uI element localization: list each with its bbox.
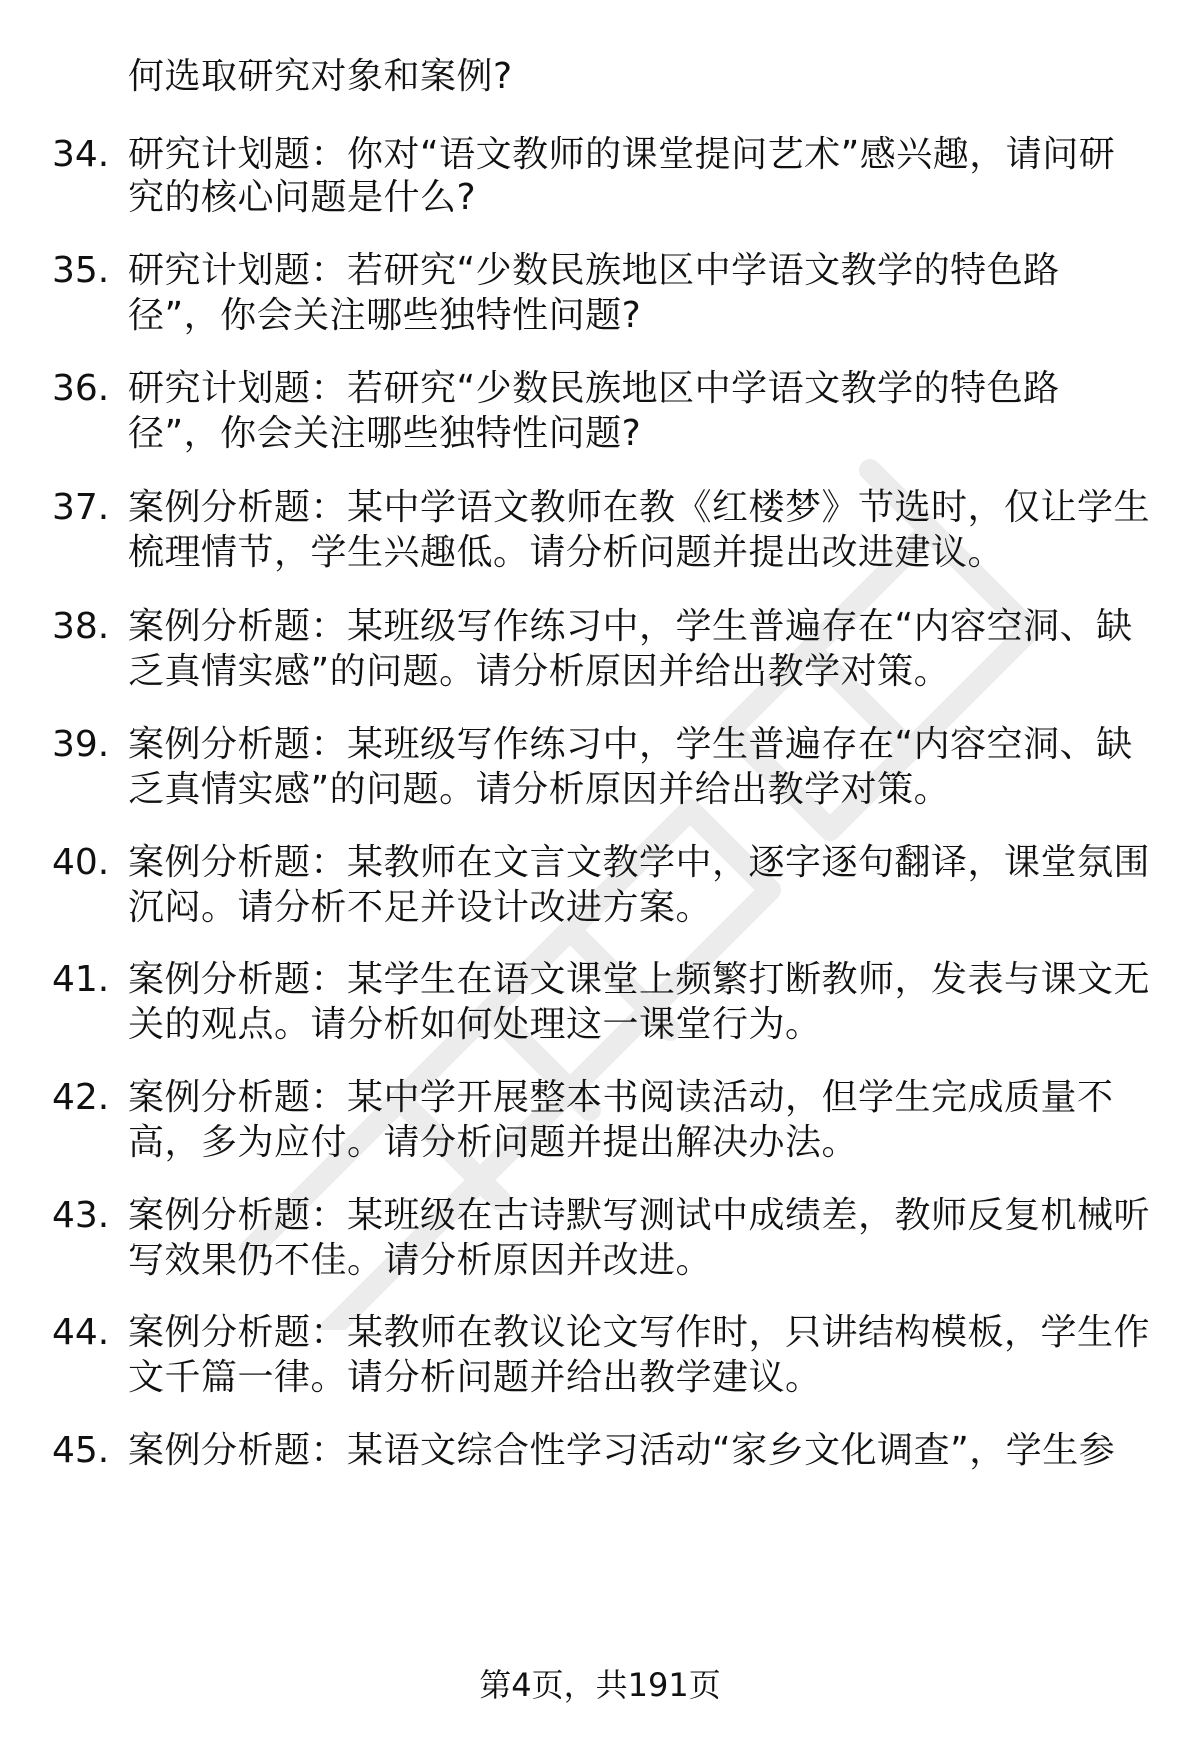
question-text-line: 径”，你会关注哪些独特性问题? bbox=[128, 295, 642, 336]
question-number: 34. bbox=[52, 134, 110, 175]
question-number: 39. bbox=[52, 724, 110, 765]
question-text-line: 关的观点。请分析如何处理这一课堂行为。 bbox=[128, 1004, 822, 1045]
question-text-line: 究的核心问题是什么? bbox=[128, 177, 477, 218]
question-number: 35. bbox=[52, 250, 110, 291]
question-number: 38. bbox=[52, 606, 110, 647]
page-footer: 第4页，共191页 bbox=[479, 1666, 721, 1704]
question-text-line: 乏真情实感”的问题。请分析原因并给出教学对策。 bbox=[128, 769, 951, 810]
question-text-line: 高，多为应付。请分析问题并提出解决办法。 bbox=[128, 1122, 859, 1163]
question-text-line: 研究计划题：若研究“少数民族地区中学语文教学的特色路 bbox=[128, 368, 1060, 409]
question-text-line: 案例分析题：某学生在语文课堂上频繁打断教师，发表与课文无 bbox=[128, 959, 1151, 1000]
question-text-line: 案例分析题：某班级在古诗默写测试中成绩差，教师反复机械听 bbox=[128, 1195, 1151, 1236]
question-text-line: 案例分析题：某班级写作练习中，学生普遍存在“内容空洞、缺 bbox=[128, 724, 1133, 765]
question-number: 37. bbox=[52, 487, 110, 528]
question-text-line: 文千篇一律。请分析问题并给出教学建议。 bbox=[128, 1357, 822, 1398]
question-number: 41. bbox=[52, 959, 110, 1000]
question-text-line: 研究计划题：你对“语文教师的课堂提问艺术”感兴趣，请问研 bbox=[128, 134, 1116, 175]
question-text-line: 案例分析题：某中学开展整本书阅读活动，但学生完成质量不 bbox=[128, 1077, 1114, 1118]
question-number: 40. bbox=[52, 842, 110, 883]
question-number: 45. bbox=[52, 1430, 110, 1471]
question-number: 42. bbox=[52, 1077, 110, 1118]
question-text-line: 案例分析题：某教师在文言文教学中，逐字逐句翻译，课堂氛围 bbox=[128, 842, 1151, 883]
question-text-line: 案例分析题：某教师在教议论文写作时，只讲结构模板，学生作 bbox=[128, 1312, 1151, 1353]
question-text-line: 案例分析题：某中学语文教师在教《红楼梦》节选时，仅让学生 bbox=[128, 487, 1151, 528]
question-text-line: 案例分析题：某班级写作练习中，学生普遍存在“内容空洞、缺 bbox=[128, 606, 1133, 647]
question-text-line: 沉闷。请分析不足并设计改进方案。 bbox=[128, 887, 713, 928]
question-number: 36. bbox=[52, 368, 110, 409]
question-text-line: 径”，你会关注哪些独特性问题? bbox=[128, 413, 642, 454]
question-text-line: 写效果仍不佳。请分析原因并改进。 bbox=[128, 1240, 713, 1281]
question-text-line: 梳理情节，学生兴趣低。请分析问题并提出改进建议。 bbox=[128, 532, 1005, 573]
question-number: 43. bbox=[52, 1195, 110, 1236]
question-number: 44. bbox=[52, 1312, 110, 1353]
continuation-line: 何选取研究对象和案例? bbox=[128, 56, 513, 97]
question-text-line: 研究计划题：若研究“少数民族地区中学语文教学的特色路 bbox=[128, 250, 1060, 291]
question-text-line: 乏真情实感”的问题。请分析原因并给出教学对策。 bbox=[128, 651, 951, 692]
question-text-line: 案例分析题：某语文综合性学习活动“家乡文化调查”，学生参 bbox=[128, 1430, 1116, 1471]
